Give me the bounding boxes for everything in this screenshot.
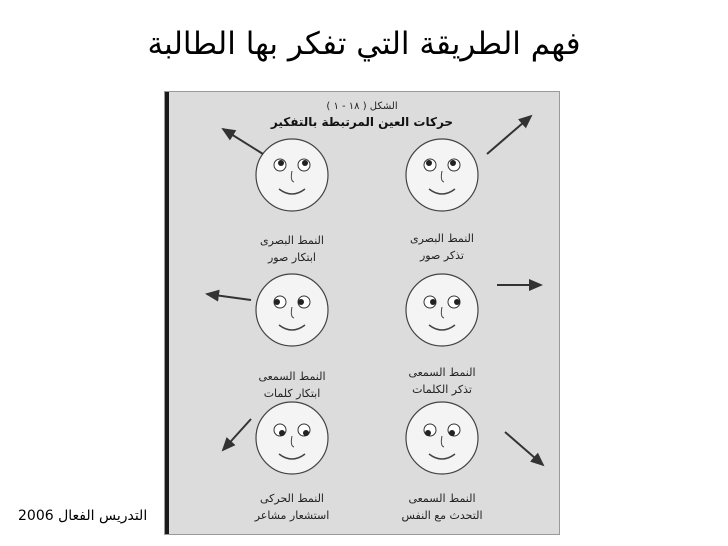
label-line: النمط البصرى <box>410 232 474 245</box>
label-line: التحدث مع النفس <box>401 509 483 522</box>
label-line: ابتكار كلمات <box>263 387 321 400</box>
arrow-down-right <box>505 432 543 465</box>
label-line: تذكر الكلمات <box>412 383 472 396</box>
label-line: النمط الحركى <box>259 492 324 505</box>
arrow-down-left <box>223 419 251 450</box>
arrow-up-right <box>487 116 531 154</box>
label-line: النمط السمعى <box>258 370 326 383</box>
arrow-up-left <box>223 129 263 154</box>
footer-credit: التدريس الفعال 2006 <box>18 508 148 524</box>
arrow-left <box>207 294 251 300</box>
scanned-figure <box>164 91 560 535</box>
label-line: استشعار مشاعر <box>254 509 330 522</box>
label-line: النمط السمعى <box>408 492 476 505</box>
label-line: تذكر صور <box>420 249 464 262</box>
figure-heading: حركات العين المرتبطة بالتفكير <box>270 115 454 129</box>
label-line: النمط السمعى <box>408 366 476 379</box>
label-line: ابتكار صور <box>267 251 316 264</box>
figure-caption: الشكل ( ١٨ - ١ ) <box>326 101 398 112</box>
label-line: النمط البصرى <box>260 234 324 247</box>
eye-direction-arrows <box>165 92 561 536</box>
slide-title: فهم الطريقة التي تفكر بها الطالبة <box>147 26 581 62</box>
